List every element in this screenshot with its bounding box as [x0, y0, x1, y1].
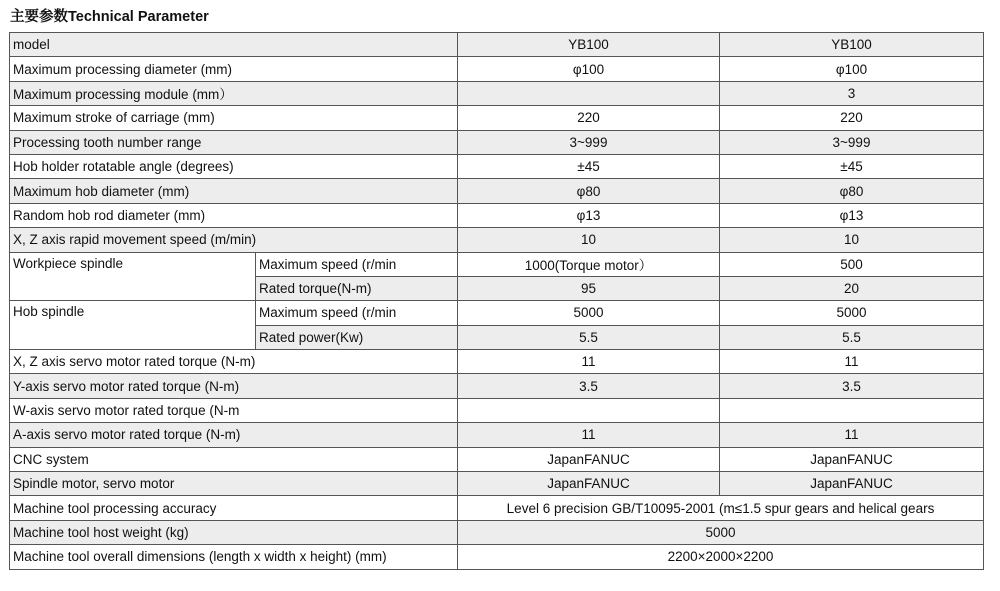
table-row — [10, 301, 984, 325]
row-value-col2: 500 — [720, 252, 984, 276]
page-title: 主要参数Technical Parameter — [10, 9, 209, 25]
table-row — [10, 496, 984, 520]
row-value-col1: 5.5 — [458, 325, 720, 349]
row-merged-value: 2200×2000×2200 — [458, 545, 984, 569]
row-label: model — [10, 33, 458, 57]
row-value-col2: YB100 — [720, 33, 984, 57]
row-value-col1: φ13 — [458, 203, 720, 227]
row-value-col2: 11 — [720, 350, 984, 374]
row-value-col2: 5000 — [720, 301, 984, 325]
row-value-col1: φ80 — [458, 179, 720, 203]
table-row — [10, 350, 984, 374]
row-value-col2: φ13 — [720, 203, 984, 227]
row-value-col1: 3.5 — [458, 374, 720, 398]
table-row — [10, 252, 984, 276]
row-value-col1: φ100 — [458, 57, 720, 81]
table-row — [10, 203, 984, 227]
table-row — [10, 374, 984, 398]
row-value-col1: YB100 — [458, 33, 720, 57]
table-row — [10, 81, 984, 105]
row-label: Machine tool host weight (kg) — [10, 520, 458, 544]
row-value-col2: φ100 — [720, 57, 984, 81]
row-label: Machine tool processing accuracy — [10, 496, 458, 520]
row-label: Spindle motor, servo motor — [10, 472, 458, 496]
table-row — [10, 520, 984, 544]
table-row — [10, 130, 984, 154]
row-label: Hob holder rotatable angle (degrees) — [10, 154, 458, 178]
table-row — [10, 154, 984, 178]
sub-label: Rated torque(N-m) — [256, 276, 458, 300]
table-row — [10, 33, 984, 57]
row-value-col2: JapanFANUC — [720, 447, 984, 471]
row-value-col1: JapanFANUC — [458, 472, 720, 496]
row-value-col2: 3 — [720, 81, 984, 105]
row-value-col1: 10 — [458, 228, 720, 252]
row-value-col1: 11 — [458, 350, 720, 374]
table-row — [10, 228, 984, 252]
row-value-col1: 3~999 — [458, 130, 720, 154]
group-label-workpiece-spindle: Workpiece spindle — [10, 252, 256, 301]
row-value-col2: φ80 — [720, 179, 984, 203]
sub-label: Rated power(Kw) — [256, 325, 458, 349]
group-label-hob-spindle: Hob spindle — [10, 301, 256, 350]
row-label: X, Z axis servo motor rated torque (N-m) — [10, 350, 458, 374]
table-row — [10, 423, 984, 447]
row-value-col2: 5.5 — [720, 325, 984, 349]
row-value-col2: 11 — [720, 423, 984, 447]
row-value-col1: 1000(Torque motor） — [458, 252, 720, 276]
technical-parameter-table — [9, 32, 984, 570]
row-value-col1 — [458, 398, 720, 422]
row-label: Maximum processing module (mm） — [10, 81, 458, 105]
row-label: Y-axis servo motor rated torque (N-m) — [10, 374, 458, 398]
table-row — [10, 447, 984, 471]
row-value-col1: 5000 — [458, 301, 720, 325]
row-value-col1: 95 — [458, 276, 720, 300]
row-value-col2: 3~999 — [720, 130, 984, 154]
row-value-col2: ±45 — [720, 154, 984, 178]
row-merged-value: 5000 — [458, 520, 984, 544]
row-label: Processing tooth number range — [10, 130, 458, 154]
row-label: A-axis servo motor rated torque (N-m) — [10, 423, 458, 447]
row-label: CNC system — [10, 447, 458, 471]
table-row — [10, 472, 984, 496]
row-value-col1: ±45 — [458, 154, 720, 178]
row-value-col2: 3.5 — [720, 374, 984, 398]
row-value-col1 — [458, 81, 720, 105]
table-row — [10, 57, 984, 81]
row-label: Maximum processing diameter (mm) — [10, 57, 458, 81]
row-merged-value: Level 6 precision GB/T10095-2001 (m≤1.5 spur gears and helical gears — [458, 496, 984, 520]
row-label: Maximum stroke of carriage (mm) — [10, 106, 458, 130]
row-value-col2: 20 — [720, 276, 984, 300]
row-value-col2 — [720, 398, 984, 422]
row-value-col1: 11 — [458, 423, 720, 447]
sub-label: Maximum speed (r/min — [256, 252, 458, 276]
row-label: Machine tool overall dimensions (length x width x height) (mm) — [10, 545, 458, 569]
table-row — [10, 106, 984, 130]
table-row — [10, 179, 984, 203]
sub-label: Maximum speed (r/min — [256, 301, 458, 325]
row-label: W-axis servo motor rated torque (N-m — [10, 398, 458, 422]
row-label: X, Z axis rapid movement speed (m/min) — [10, 228, 458, 252]
table-row — [10, 398, 984, 422]
row-label: Maximum hob diameter (mm) — [10, 179, 458, 203]
row-label: Random hob rod diameter (mm) — [10, 203, 458, 227]
row-value-col1: JapanFANUC — [458, 447, 720, 471]
row-value-col2: JapanFANUC — [720, 472, 984, 496]
table-row — [10, 545, 984, 569]
row-value-col2: 10 — [720, 228, 984, 252]
row-value-col1: 220 — [458, 106, 720, 130]
row-value-col2: 220 — [720, 106, 984, 130]
